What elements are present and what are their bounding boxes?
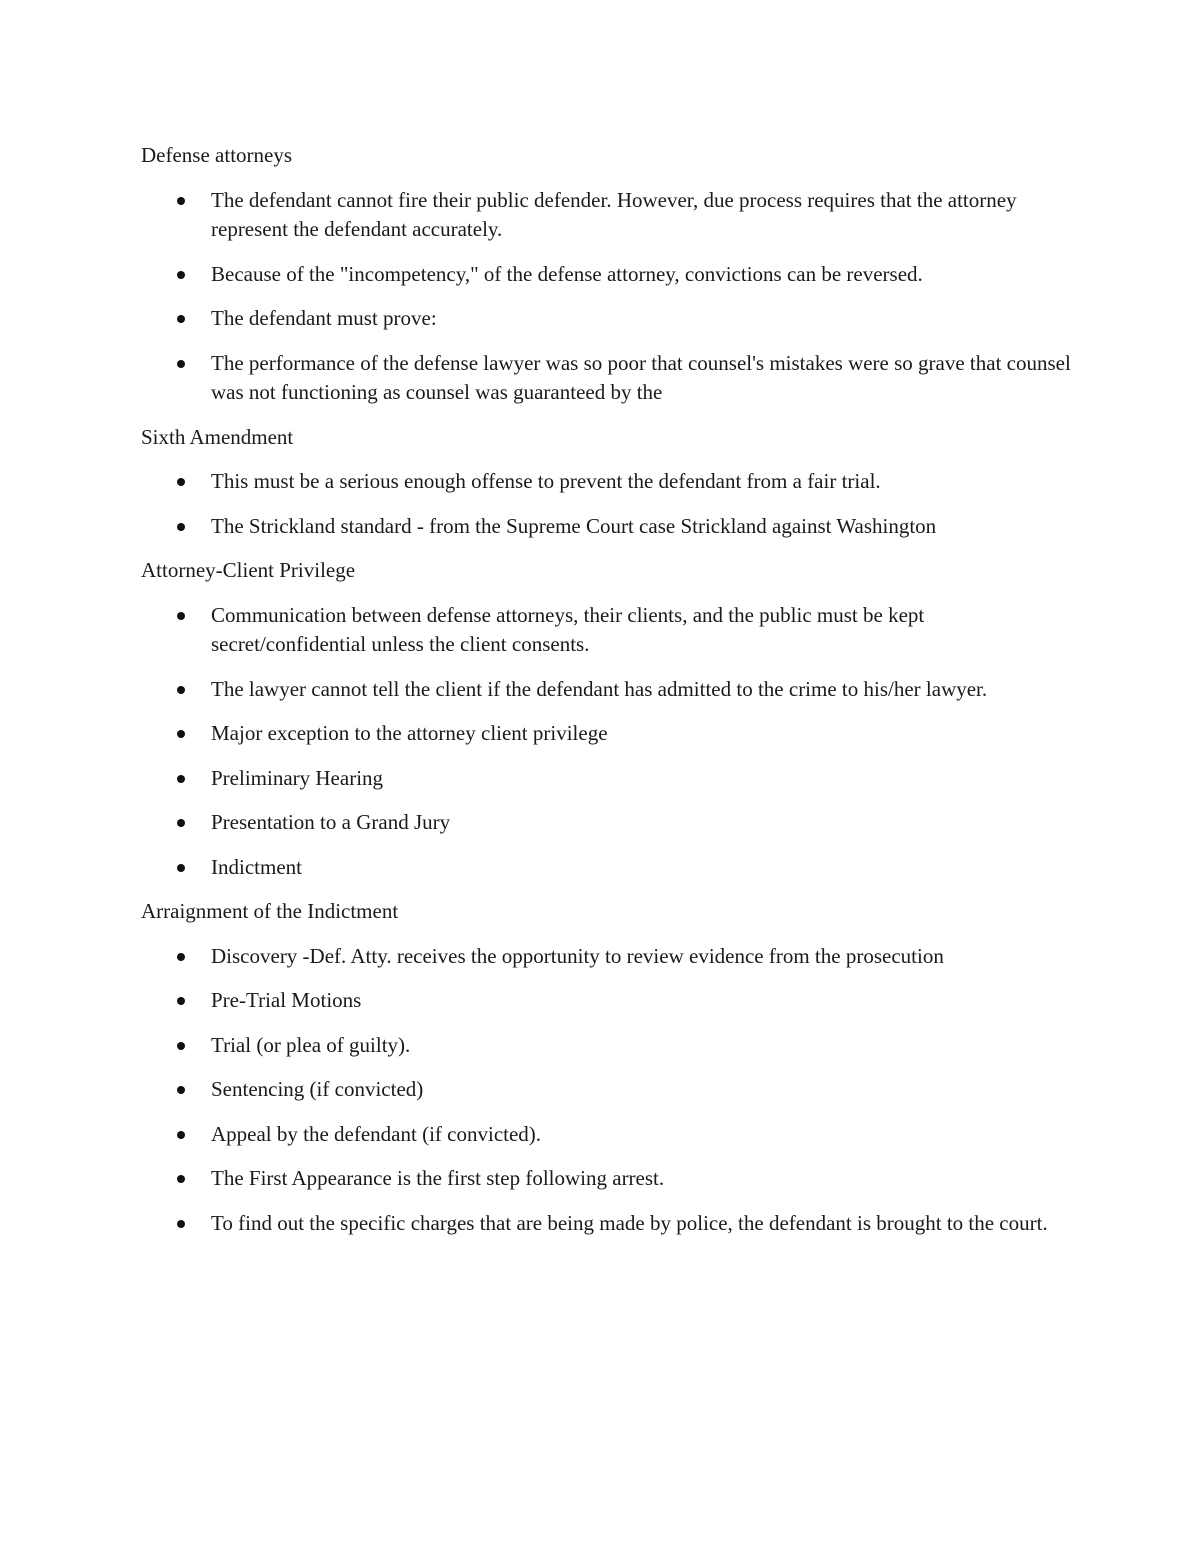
list-item-text: The defendant cannot fire their public defender. However, due process requires that the attorney represent the defendant accurately. — [211, 187, 1017, 241]
bullet-icon — [177, 271, 185, 279]
section-heading: Arraignment of the Indictment — [141, 899, 399, 923]
bullet-icon — [177, 360, 185, 368]
list-item-text: Sentencing (if convicted) — [211, 1077, 424, 1101]
list-item-text: Because of the "incompetency," of the defense attorney, convictions can be reversed. — [211, 261, 923, 286]
list-item-text: Trial (or plea of guilty). — [211, 1032, 411, 1057]
section-sixth-amendment — [141, 423, 1071, 542]
list-item — [141, 1120, 1071, 1150]
section-heading: Sixth Amendment — [141, 424, 294, 449]
document-body — [141, 141, 1071, 1253]
list-item-text: Indictment — [211, 854, 302, 879]
list-item — [141, 986, 1071, 1016]
list-item-text: Presentation to a Grand Jury — [211, 810, 451, 834]
bullet-icon — [177, 775, 185, 783]
bullet-icon — [177, 1175, 185, 1183]
bullet-list — [141, 467, 1071, 541]
list-item — [141, 1075, 1071, 1105]
list-item-text: To find out the specific charges that are being made by police, the defendant is brought to the court. — [211, 1210, 1048, 1235]
bullet-icon — [177, 997, 185, 1005]
list-item-text: Pre-Trial Motions — [211, 988, 362, 1012]
section-heading: Attorney-Client Privilege — [141, 558, 356, 582]
bullet-icon — [177, 315, 185, 323]
bullet-icon — [177, 686, 185, 694]
list-item-text: Communication between defense attorneys, their clients, and the public must be kept secret/confidential unless the client consents. — [211, 602, 925, 656]
bullet-icon — [177, 819, 185, 827]
bullet-icon — [177, 523, 185, 531]
list-item — [141, 1164, 1071, 1194]
list-item — [141, 719, 1071, 749]
list-item-text: The performance of the defense lawyer was so poor that counsel's mistakes were so grave that counsel was not functioning as counsel was guaranteed by the — [211, 350, 1071, 404]
list-item — [141, 186, 1071, 245]
bullet-icon — [177, 197, 185, 205]
bullet-icon — [177, 1131, 185, 1139]
list-item-text: The Strickland standard - from the Supreme Court case Strickland against Washington — [211, 513, 937, 538]
list-item — [141, 764, 1071, 794]
list-item-text: This must be a serious enough offense to prevent the defendant from a fair trial. — [211, 469, 881, 493]
section-arraignment — [141, 897, 1071, 1238]
list-item — [141, 808, 1071, 838]
list-item — [141, 1031, 1071, 1061]
list-item-text: Appeal by the defendant (if convicted). — [211, 1121, 542, 1146]
bullet-icon — [177, 612, 185, 620]
section-heading: Defense attorneys — [141, 143, 293, 167]
bullet-list — [141, 186, 1071, 408]
bullet-icon — [177, 478, 185, 486]
list-item — [141, 260, 1071, 290]
section-defense-attorneys — [141, 141, 1071, 408]
bullet-icon — [177, 1086, 185, 1094]
section-attorney-client-privilege — [141, 556, 1071, 882]
list-item-text: The lawyer cannot tell the client if the defendant has admitted to the crime to his/her lawyer. — [211, 676, 988, 701]
list-item-text: Discovery -Def. Atty. receives the opportunity to review evidence from the prosecution — [211, 943, 944, 968]
list-item — [141, 349, 1071, 408]
list-item — [141, 1209, 1071, 1239]
list-item-text: Major exception to the attorney client privilege — [211, 721, 608, 745]
list-item-text: The defendant must prove: — [211, 306, 437, 330]
list-item — [141, 853, 1071, 883]
list-item-text: The First Appearance is the first step following arrest. — [211, 1166, 665, 1190]
bullet-icon — [177, 953, 185, 961]
bullet-icon — [177, 1042, 185, 1050]
list-item — [141, 304, 1071, 334]
bullet-icon — [177, 1220, 185, 1228]
bullet-icon — [177, 864, 185, 872]
bullet-icon — [177, 730, 185, 738]
list-item — [141, 601, 1071, 660]
list-item — [141, 942, 1071, 972]
list-item-text: Preliminary Hearing — [211, 765, 384, 790]
list-item — [141, 512, 1071, 542]
list-item — [141, 675, 1071, 705]
bullet-list — [141, 942, 1071, 1239]
list-item — [141, 467, 1071, 497]
bullet-list — [141, 601, 1071, 883]
